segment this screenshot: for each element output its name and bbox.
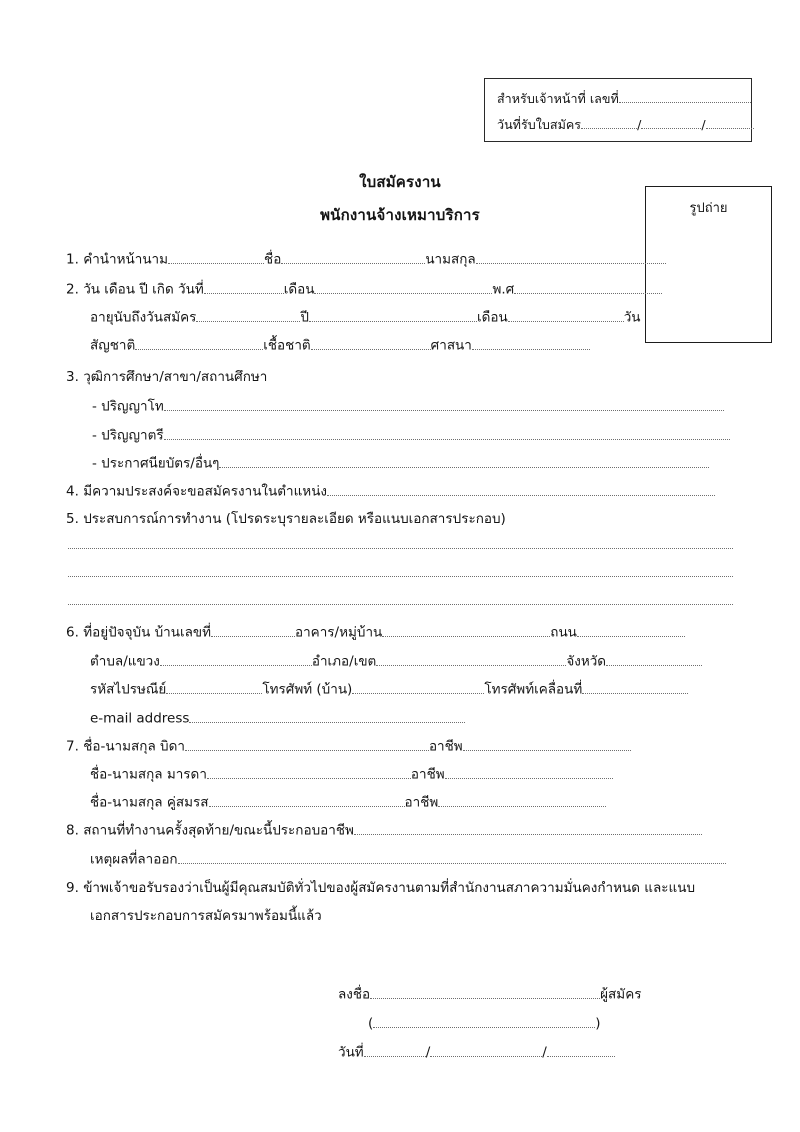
- house-number-blank[interactable]: [211, 626, 295, 637]
- declaration-line-1: [66, 882, 695, 896]
- field-row-postal-phone: [90, 683, 688, 697]
- ethnicity-blank[interactable]: [311, 339, 431, 350]
- age-days-blank[interactable]: [508, 311, 624, 322]
- item-7-number: 7.: [66, 738, 79, 755]
- field-row-address: [66, 626, 685, 640]
- paren-close: ): [595, 1015, 601, 1032]
- field-row-experience-heading: [66, 513, 506, 527]
- signature-date-day-blank[interactable]: [364, 1046, 426, 1057]
- building-label: อาคาร/หมู่บ้าน: [294, 624, 383, 641]
- subdistrict-label: ตำบล/แขวง: [90, 653, 160, 670]
- officer-date-row: [497, 115, 754, 135]
- building-blank[interactable]: [382, 626, 550, 637]
- field-row-bachelors-degree: [92, 429, 730, 443]
- mobile-phone-blank[interactable]: [582, 683, 688, 694]
- page-title: ใบสมัครงาน: [359, 173, 441, 191]
- field-row-desired-position: [66, 485, 715, 499]
- printed-name-row: [368, 1017, 601, 1031]
- field-row-email: [90, 712, 465, 726]
- street-blank[interactable]: [577, 626, 685, 637]
- field-row-last-workplace: [66, 824, 702, 838]
- lastname-input-blank[interactable]: [476, 253, 666, 264]
- prefix-input-blank[interactable]: [168, 253, 264, 264]
- street-label: ถนน: [550, 624, 577, 641]
- district-label: อำเภอ/เขต: [311, 653, 377, 670]
- item-1-label: คำนำหน้านาม: [83, 251, 169, 268]
- officer-date-label: วันที่รับใบสมัคร: [497, 117, 582, 132]
- signature-row: [338, 988, 641, 1002]
- field-row-masters-degree: [92, 400, 724, 414]
- item-9-text-2: เอกสารประกอบการสมัครมาพร้อมนี้แล้ว: [90, 908, 322, 924]
- officer-date-sep-2: /: [701, 117, 706, 132]
- item-6-number: 6.: [66, 624, 79, 641]
- signature-date-sep-2: /: [542, 1044, 547, 1061]
- nationality-blank[interactable]: [135, 339, 263, 350]
- district-blank[interactable]: [376, 655, 566, 666]
- item-9-text-1: ข้าพเจ้าขอรับรองว่าเป็นผู้มีคุณสมบัติทั่วไปของผู้สมัครงานตามที่สำนักงานสภาความมั่นคงกำหนด และแนบ: [83, 880, 696, 896]
- age-unit-day: วัน: [623, 309, 641, 326]
- mother-name-label: ชื่อ-นามสกุล มารดา: [90, 766, 207, 783]
- item-5-label: ประสบการณ์การทำงาน (โปรดระบุรายละเอียด หรือแนบเอกสารประกอบ): [83, 511, 506, 527]
- officer-date-day-blank[interactable]: [581, 119, 637, 129]
- firstname-input-blank[interactable]: [281, 253, 425, 264]
- field-row-subdistrict: [90, 655, 702, 669]
- page-subtitle: พนักงานจ้างเหมาบริการ: [320, 206, 480, 224]
- signature-role-label: ผู้สมัคร: [600, 986, 642, 1003]
- resignation-reason-blank[interactable]: [178, 853, 726, 864]
- bachelors-degree-label: - ปริญญาตรี: [92, 427, 164, 444]
- last-workplace-blank[interactable]: [354, 824, 702, 835]
- item-3-number: 3.: [66, 369, 79, 385]
- religion-label: ศาสนา: [430, 337, 472, 354]
- item-4-label: มีความประสงค์จะขอสมัครงานในตำแหน่ง: [83, 483, 328, 500]
- item-2-number: 2.: [66, 281, 79, 298]
- item-9-number: 9.: [66, 880, 79, 896]
- mother-name-blank[interactable]: [207, 768, 411, 779]
- email-label: e-mail address: [90, 710, 190, 727]
- field-row-birthdate: [66, 283, 662, 297]
- signature-date-row: [338, 1046, 615, 1060]
- experience-blank-line-1[interactable]: [68, 548, 733, 549]
- declaration-line-2: [90, 910, 322, 924]
- field-row-spouse: [90, 796, 606, 810]
- signature-date-year-blank[interactable]: [547, 1046, 615, 1057]
- experience-blank-line-3[interactable]: [68, 604, 733, 605]
- field-row-mother: [90, 768, 613, 782]
- province-blank[interactable]: [606, 655, 702, 666]
- signature-label: ลงชื่อ: [338, 986, 371, 1003]
- age-unit-year: ปี: [300, 309, 309, 326]
- signature-date-sep-1: /: [425, 1044, 431, 1061]
- certificate-other-label: - ประกาศนียบัตร/อื่นๆ: [92, 455, 220, 472]
- father-name-label: ชื่อ-นามสกุล บิดา: [83, 738, 185, 755]
- postal-code-label: รหัสไปรษณีย์: [90, 681, 167, 698]
- father-occupation-label: อาชีพ: [428, 738, 463, 755]
- home-phone-blank[interactable]: [352, 683, 484, 694]
- item-2-field3-label: พ.ศ: [492, 281, 515, 298]
- spouse-occupation-label: อาชีพ: [404, 794, 439, 811]
- item-8-number: 8.: [66, 822, 79, 839]
- age-years-blank[interactable]: [196, 311, 300, 322]
- officer-date-month-blank[interactable]: [641, 119, 701, 129]
- field-row-father: [66, 740, 631, 754]
- signature-blank[interactable]: [370, 988, 600, 999]
- field-row-resignation-reason: [90, 853, 726, 867]
- signature-date-label: วันที่: [338, 1044, 364, 1061]
- subdistrict-blank[interactable]: [160, 655, 312, 666]
- photo-placeholder-label: รูปถ่าย: [689, 201, 728, 216]
- mother-occupation-blank[interactable]: [445, 768, 613, 779]
- spouse-name-blank[interactable]: [209, 796, 405, 807]
- birth-day-blank[interactable]: [204, 283, 284, 294]
- resignation-reason-label: เหตุผลที่ลาออก: [90, 851, 178, 868]
- paren-open: (: [368, 1015, 374, 1032]
- item-8-label: สถานที่ทำงานครั้งสุดท้าย/ขณะนี้ประกอบอาชีพ: [83, 822, 354, 839]
- item-6-label: ที่อยู่ปัจจุบัน บ้านเลขที่: [83, 624, 211, 641]
- home-phone-label: โทรศัพท์ (บ้าน): [262, 681, 353, 698]
- masters-degree-label: - ปริญญาโท: [92, 398, 164, 415]
- officer-number-row: [497, 89, 751, 109]
- official-use-box: [484, 78, 752, 142]
- age-unit-month: เดือน: [476, 309, 508, 326]
- spouse-occupation-blank[interactable]: [438, 796, 606, 807]
- signature-date-month-blank[interactable]: [430, 1046, 542, 1057]
- postal-code-blank[interactable]: [166, 683, 262, 694]
- father-occupation-blank[interactable]: [463, 740, 631, 751]
- spouse-name-label: ชื่อ-นามสกุล คู่สมรส: [90, 794, 209, 811]
- birth-month-blank[interactable]: [314, 283, 492, 294]
- item-1-field3-label: นามสกุล: [425, 251, 476, 268]
- masters-degree-blank[interactable]: [164, 400, 724, 411]
- desired-position-blank[interactable]: [327, 485, 715, 496]
- officer-number-label: สำหรับเจ้าหน้าที่ เลขที่: [497, 91, 619, 106]
- province-label: จังหวัด: [566, 653, 607, 670]
- item-4-number: 4.: [66, 483, 79, 500]
- officer-date-sep-1: /: [637, 117, 642, 132]
- item-5-number: 5.: [66, 511, 79, 527]
- item-3-label: วุฒิการศึกษา/สาขา/สถานศึกษา: [83, 369, 268, 385]
- field-row-nationality: [90, 339, 590, 353]
- age-label: อายุนับถึงวันสมัคร: [90, 309, 197, 326]
- item-2-label: วัน เดือน ปี เกิด วันที่: [83, 281, 204, 298]
- ethnicity-label: เชื้อชาติ: [263, 337, 311, 354]
- age-months-blank[interactable]: [309, 311, 477, 322]
- officer-number-blank[interactable]: [619, 93, 751, 103]
- mother-occupation-label: อาชีพ: [410, 766, 445, 783]
- field-row-prefix-name: [66, 253, 666, 267]
- father-name-blank[interactable]: [185, 740, 429, 751]
- religion-blank[interactable]: [472, 339, 590, 350]
- nationality-label: สัญชาติ: [90, 337, 136, 354]
- field-row-certificate-other: [92, 457, 709, 471]
- mobile-phone-label: โทรศัพท์เคลื่อนที่: [484, 681, 583, 698]
- bachelors-degree-blank[interactable]: [164, 429, 730, 440]
- item-1-field2-label: ชื่อ: [264, 251, 282, 268]
- field-row-age: [90, 311, 641, 325]
- email-blank[interactable]: [189, 712, 465, 723]
- birth-year-blank[interactable]: [514, 283, 662, 294]
- item-2-field2-label: เดือน: [283, 281, 315, 298]
- experience-blank-line-2[interactable]: [68, 576, 733, 577]
- field-row-education-heading: [66, 371, 267, 385]
- printed-name-blank[interactable]: [373, 1017, 595, 1028]
- certificate-other-blank[interactable]: [219, 457, 709, 468]
- item-1-number: 1.: [66, 251, 79, 268]
- officer-date-year-blank[interactable]: [706, 119, 754, 129]
